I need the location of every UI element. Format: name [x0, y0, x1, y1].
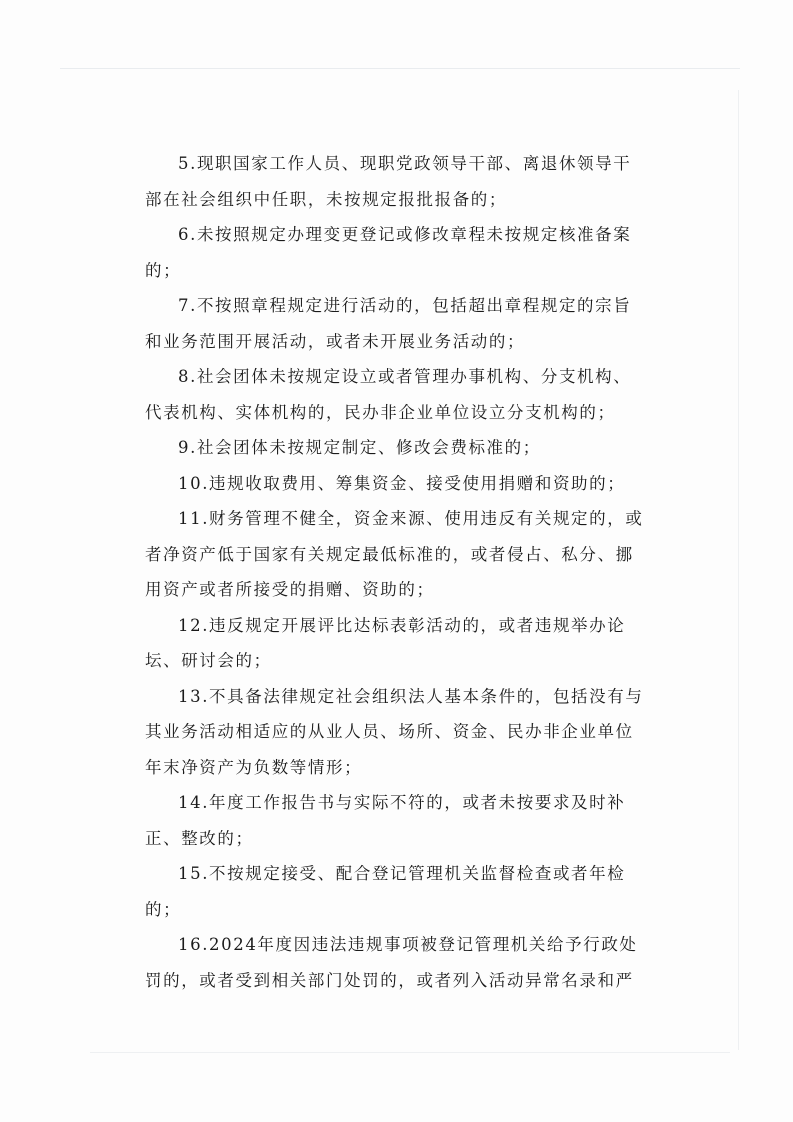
item-7-line-1: 7.不按照章程规定进行活动的，包括超出章程规定的宗旨 — [178, 296, 632, 315]
item-9-line-1: 9.社会团体未按规定制定、修改会费标准的； — [178, 438, 541, 457]
item-7-line-2: 和业务范围开展活动，或者未开展业务活动的； — [145, 331, 526, 351]
item-5-line-1: 5.现职国家工作人员、现职党政领导干部、离退休领导干 — [178, 154, 632, 173]
item-12-line-2: 坛、研讨会的； — [145, 651, 272, 670]
item-5-line-2: 部在社会组织中任职，未按规定报批报备的； — [145, 189, 507, 209]
item-6-line-1: 6.未按照规定办理变更登记或修改章程未按规定核准备案 — [178, 225, 632, 244]
item-14-line-1: 14.年度工作报告书与实际不符的，或者未按要求及时补 — [178, 793, 626, 812]
scan-edge-bottom — [90, 1052, 730, 1053]
item-6-line-2: 的； — [145, 260, 182, 280]
item-13-line-3: 年末净资产为负数等情形； — [145, 757, 363, 777]
item-11-line-1: 11.财务管理不健全，资金来源、使用违反有关规定的，或 — [178, 509, 644, 528]
item-13-line-2: 其业务活动相适应的从业人员、场所、资金、民办非企业单位 — [145, 722, 634, 741]
item-13-line-1: 13.不具备法律规定社会组织法人基本条件的，包括没有与 — [178, 686, 644, 706]
item-12-line-1: 12.违反规定开展评比达标表彰活动的，或者违规举办论 — [178, 615, 626, 635]
item-16-line-1: 16.2024年度因违法违规事项被登记管理机关给予行政处 — [178, 935, 638, 954]
item-10-line-1: 10.违规收取费用、筹集资金、接受使用捐赠和资助的； — [178, 473, 626, 493]
scan-edge-right — [738, 90, 739, 1050]
item-15-line-1: 15.不按规定接受、配合登记管理机关监督检查或者年检 — [178, 864, 626, 883]
item-11-line-3: 用资产或者所接受的捐赠、资助的； — [145, 580, 435, 599]
item-14-line-2: 正、整改的； — [145, 828, 254, 848]
item-8-line-2: 代表机构、实体机构的，民办非企业单位设立分支机构的； — [145, 402, 616, 422]
item-8-line-1: 8.社会团体未按规定设立或者管理办事机构、分支机构、 — [178, 367, 632, 386]
item-15-line-2: 的； — [145, 899, 182, 919]
item-11-line-2: 者净资产低于国家有关规定最低标准的，或者侵占、私分、挪 — [145, 544, 634, 564]
document-body — [145, 146, 665, 998]
item-16-line-2: 罚的，或者受到相关部门处罚的，或者列入活动异常名录和严 — [145, 970, 634, 990]
scan-edge-top — [60, 68, 740, 69]
